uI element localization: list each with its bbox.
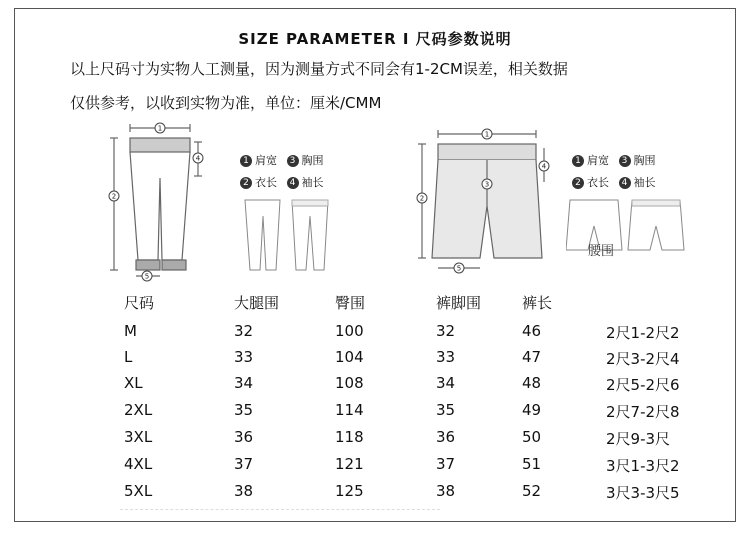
legend-label: 袖长 bbox=[301, 176, 324, 189]
mark-2: 2 bbox=[111, 192, 117, 201]
waist-label: 腰围 bbox=[588, 244, 615, 259]
mark-5: 5 bbox=[456, 264, 462, 273]
cell-size: 4XL bbox=[124, 455, 153, 473]
cell-thigh: 35 bbox=[234, 401, 254, 419]
cell-hip: 108 bbox=[335, 374, 364, 392]
cell-length: 50 bbox=[522, 428, 542, 446]
legend-label: 袖长 bbox=[633, 176, 656, 189]
legend-num: 4 bbox=[287, 177, 299, 189]
mark-4: 4 bbox=[195, 154, 201, 163]
cell-hip: 125 bbox=[335, 482, 364, 500]
legend-num: 2 bbox=[240, 177, 252, 189]
table-row bbox=[0, 374, 750, 400]
cell-size: M bbox=[124, 322, 137, 340]
table-header-row bbox=[0, 292, 750, 318]
legend-label: 肩宽 bbox=[255, 154, 277, 167]
cell-length: 47 bbox=[522, 348, 542, 366]
bottom-divider bbox=[120, 509, 440, 510]
table-row bbox=[0, 401, 750, 427]
mark-2: 2 bbox=[419, 194, 425, 203]
legend-num: 4 bbox=[619, 177, 631, 189]
header-leg-opening: 裤脚围 bbox=[436, 294, 482, 312]
long-pants-diagram bbox=[100, 118, 220, 283]
cell-size: 5XL bbox=[124, 482, 153, 500]
legend-label: 胸围 bbox=[301, 154, 324, 167]
cell-thigh: 34 bbox=[234, 374, 254, 392]
table-row bbox=[0, 455, 750, 481]
cell-thigh: 32 bbox=[234, 322, 254, 340]
cell-hip: 100 bbox=[335, 322, 364, 340]
cell-length: 49 bbox=[522, 401, 542, 419]
cell-waist-range: 2尺7-2尺8 bbox=[606, 403, 680, 421]
cell-length: 46 bbox=[522, 322, 542, 340]
cell-waist-range: 2尺5-2尺6 bbox=[606, 376, 680, 394]
legend-left bbox=[240, 150, 330, 194]
mark-1: 1 bbox=[484, 130, 490, 139]
cell-size: L bbox=[124, 348, 133, 366]
measurement-note-line-2: 仅供参考，以收到实物为准，单位：厘米/CMM bbox=[70, 94, 382, 112]
legend-label: 衣长 bbox=[587, 176, 609, 189]
cell-thigh: 38 bbox=[234, 482, 254, 500]
cell-hip: 121 bbox=[335, 455, 364, 473]
page-title: SIZE PARAMETER I 尺码参数说明 bbox=[238, 30, 512, 48]
legend-label: 肩宽 bbox=[587, 154, 609, 167]
measurement-note-line-1: 以上尺码寸为实物人工测量，因为测量方式不同会有1-2CM误差，相关数据 bbox=[70, 60, 568, 78]
legend-num: 2 bbox=[572, 177, 584, 189]
legend-num: 1 bbox=[572, 155, 584, 167]
shorts-thumbnails bbox=[566, 196, 696, 262]
cell-hip: 114 bbox=[335, 401, 364, 419]
cell-hip: 104 bbox=[335, 348, 364, 366]
header-hip: 臀围 bbox=[335, 294, 366, 312]
mark-3: 3 bbox=[484, 180, 490, 189]
cell-leg-opening: 35 bbox=[436, 401, 456, 419]
cell-waist-range: 2尺3-2尺4 bbox=[606, 350, 680, 368]
cell-thigh: 36 bbox=[234, 428, 254, 446]
cell-hip: 118 bbox=[335, 428, 364, 446]
cell-length: 52 bbox=[522, 482, 542, 500]
cell-size: 3XL bbox=[124, 428, 153, 446]
cell-waist-range: 2尺9-3尺 bbox=[606, 430, 671, 448]
cell-waist-range: 2尺1-2尺2 bbox=[606, 324, 680, 342]
legend-right bbox=[572, 150, 662, 194]
cell-waist-range: 3尺3-3尺5 bbox=[606, 484, 680, 502]
cell-leg-opening: 33 bbox=[436, 348, 456, 366]
table-row bbox=[0, 348, 750, 374]
cell-leg-opening: 38 bbox=[436, 482, 456, 500]
cell-length: 48 bbox=[522, 374, 542, 392]
legend-num: 3 bbox=[287, 155, 299, 167]
header-thigh: 大腿围 bbox=[234, 294, 280, 312]
mark-4: 4 bbox=[541, 162, 547, 171]
table-row bbox=[0, 482, 750, 508]
mark-5: 5 bbox=[144, 272, 150, 281]
cell-thigh: 33 bbox=[234, 348, 254, 366]
cell-size: XL bbox=[124, 374, 143, 392]
legend-label: 胸围 bbox=[633, 154, 656, 167]
table-row bbox=[0, 428, 750, 454]
header-size: 尺码 bbox=[124, 294, 155, 312]
legend-num: 3 bbox=[619, 155, 631, 167]
header-length: 裤长 bbox=[522, 294, 553, 312]
cell-thigh: 37 bbox=[234, 455, 254, 473]
shorts-diagram bbox=[410, 122, 560, 280]
table-row bbox=[0, 322, 750, 348]
cell-size: 2XL bbox=[124, 401, 153, 419]
legend-label: 衣长 bbox=[255, 176, 277, 189]
cell-waist-range: 3尺1-3尺2 bbox=[606, 457, 680, 475]
cell-leg-opening: 37 bbox=[436, 455, 456, 473]
pants-thumbnails bbox=[240, 196, 340, 276]
cell-leg-opening: 32 bbox=[436, 322, 456, 340]
cell-length: 51 bbox=[522, 455, 542, 473]
mark-1: 1 bbox=[157, 124, 163, 133]
legend-num: 1 bbox=[240, 155, 252, 167]
cell-leg-opening: 36 bbox=[436, 428, 456, 446]
cell-leg-opening: 34 bbox=[436, 374, 456, 392]
